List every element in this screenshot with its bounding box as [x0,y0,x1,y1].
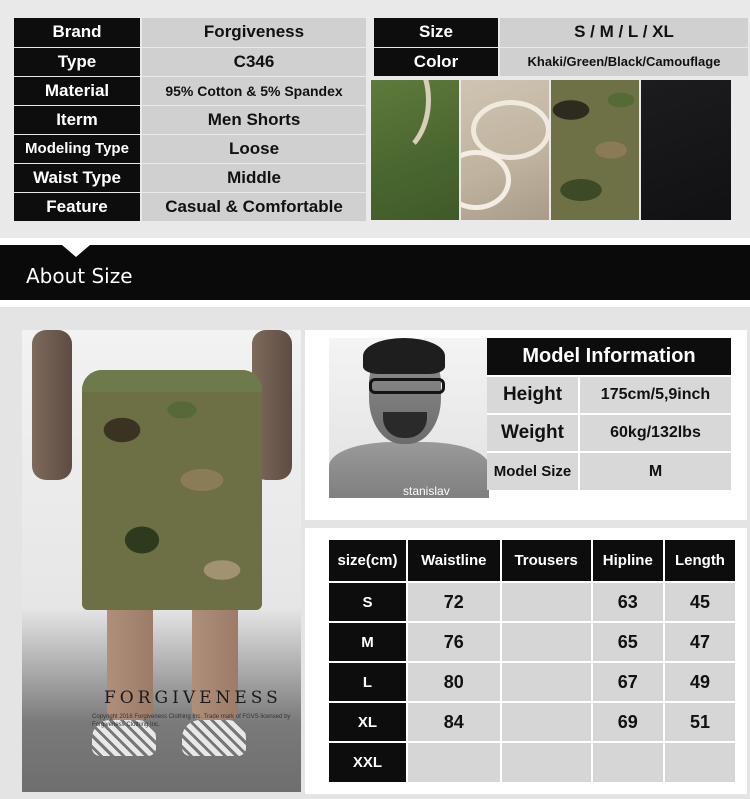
product-photo [22,330,301,792]
size-label: S [329,582,407,622]
model-key: Model Size [487,452,579,490]
model-row-height [487,376,731,414]
color-key: Color [374,47,499,76]
waistline-cell: 80 [407,662,501,702]
portrait-glasses [369,378,445,394]
spec-row-material [14,76,366,105]
table-row [329,662,735,702]
model-value: M [579,452,731,490]
size-row [374,18,748,47]
spec-row-feature [14,192,366,221]
model-key: Weight [487,414,579,452]
model-row-weight [487,414,731,452]
table-row [329,742,735,782]
trousers-cell [501,662,592,702]
spec-value: 95% Cotton & 5% Spandex [141,76,366,105]
length-cell: 47 [664,622,735,662]
model-info-table [487,338,731,490]
banner-title: About Size [26,264,133,288]
color-row [374,47,748,76]
spec-value: Casual & Comfortable [141,192,366,221]
swatch-camouflage [551,80,639,220]
product-spec-section [0,0,750,238]
size-chart-table [329,540,735,782]
trousers-cell [501,702,592,742]
copyright-text: Copyright 2016 Forgiveness Clothing Inc. Trade mark of FGVS licensed by Forgiveness Clothing Inc. [92,714,291,728]
length-cell: 45 [664,582,735,622]
size-label: XL [329,702,407,742]
spec-row-modeling-type [14,134,366,163]
size-label: M [329,622,407,662]
spec-value: Men Shorts [141,105,366,134]
spec-row-type [14,47,366,76]
size-chart-panel [305,528,747,794]
table-row [329,702,735,742]
size-label: XXL [329,742,407,782]
spec-table [14,18,366,222]
swatch-khaki [461,80,549,220]
waistline-cell: 84 [407,702,501,742]
header-waistline: Waistline [407,540,501,582]
spec-key: Type [14,47,141,76]
about-size-banner [0,245,750,300]
spec-value: C346 [141,47,366,76]
waistline-cell: 72 [407,582,501,622]
brand-watermark: FORGIVENESS [104,688,282,708]
hipline-cell: 63 [592,582,664,622]
spec-row-brand [14,18,366,47]
camouflage-shorts [82,370,262,610]
table-row [329,582,735,622]
spec-value: Loose [141,134,366,163]
spec-key: Modeling Type [14,134,141,163]
spec-key: Brand [14,18,141,47]
waistline-cell: 76 [407,622,501,662]
table-row [329,622,735,662]
portrait-hair [363,338,445,374]
banner-notch [62,245,90,257]
hipline-cell: 69 [592,702,664,742]
length-cell: 51 [664,702,735,742]
model-info-title: Model Information [487,338,731,376]
trousers-cell [501,742,592,782]
length-cell: 49 [664,662,735,702]
size-color-table [374,18,748,77]
model-arm-left [32,330,72,480]
size-key: Size [374,18,499,47]
header-trousers: Trousers [501,540,592,582]
trousers-cell [501,582,592,622]
spec-key: Iterm [14,105,141,134]
size-chart-header-row [329,540,735,582]
spec-value: Forgiveness [141,18,366,47]
hipline-cell: 67 [592,662,664,702]
hipline-cell: 65 [592,622,664,662]
size-value: S / M / L / XL [499,18,748,47]
model-row-size [487,452,731,490]
size-label: L [329,662,407,702]
spec-row-waist-type [14,163,366,192]
model-key: Height [487,376,579,414]
model-portrait [329,338,489,498]
waistline-cell [407,742,501,782]
spec-key: Feature [14,192,141,221]
trousers-cell [501,622,592,662]
model-value: 175cm/5,9inch [579,376,731,414]
spec-key: Waist Type [14,163,141,192]
color-value: Khaki/Green/Black/Camouflage [499,47,748,76]
model-info-header-row [487,338,731,376]
spec-value: Middle [141,163,366,192]
shorts-waistband [82,370,262,392]
header-size: size(cm) [329,540,407,582]
spec-row-item [14,105,366,134]
hipline-cell [592,742,664,782]
header-length: Length [664,540,735,582]
swatch-black [641,80,731,220]
length-cell [664,742,735,782]
model-value: 60kg/132lbs [579,414,731,452]
spec-key: Material [14,76,141,105]
model-information-panel [305,330,747,520]
header-hipline: Hipline [592,540,664,582]
portrait-caption: stanislav [403,484,450,498]
swatch-green [371,80,459,220]
